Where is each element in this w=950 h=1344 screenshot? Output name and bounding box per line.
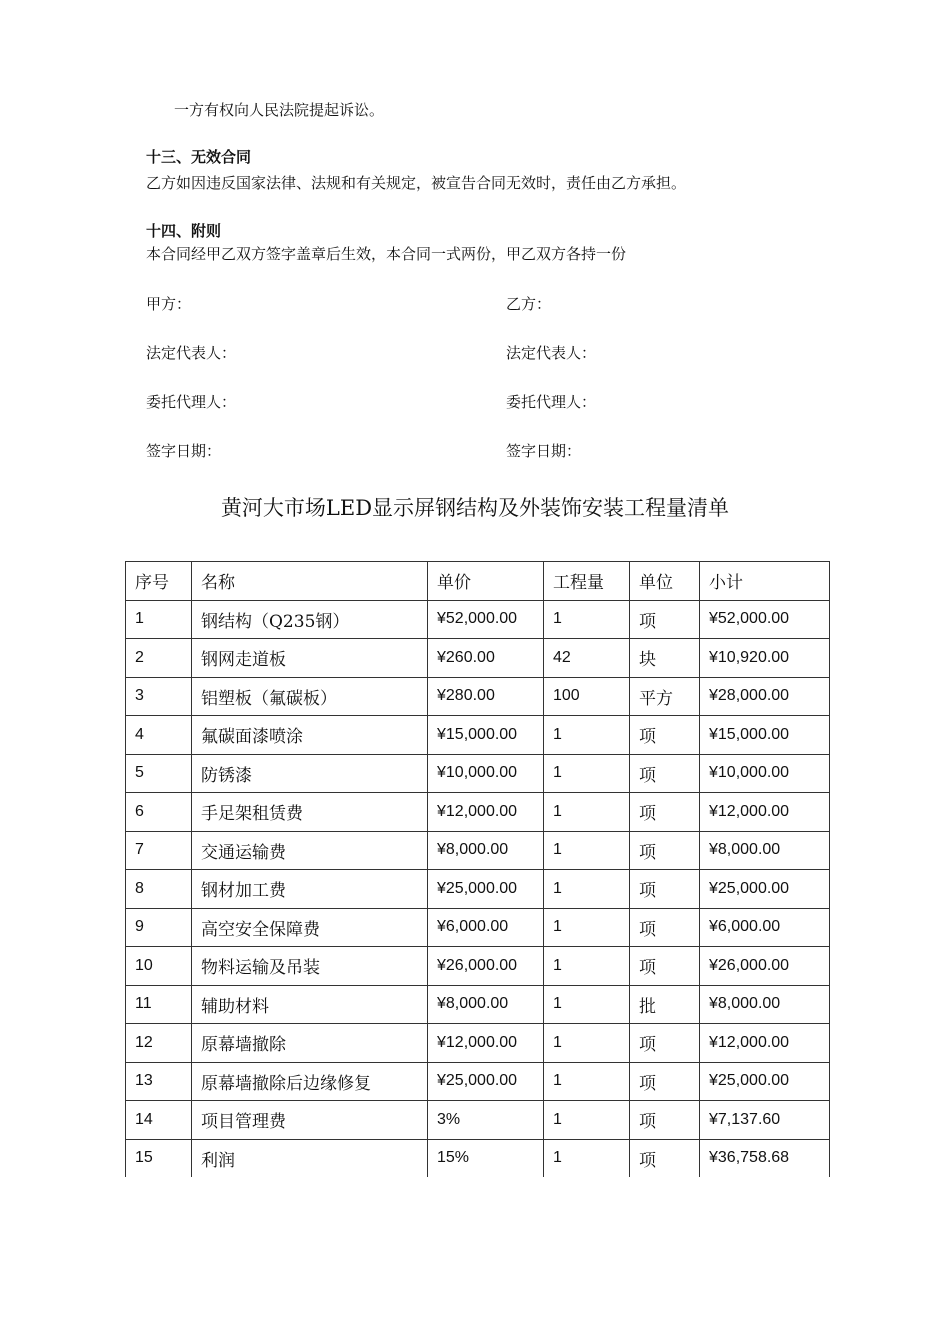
cell-index: 4: [126, 716, 192, 755]
cell-unit: 项: [630, 793, 700, 832]
section-13-text: 乙方如因违反国家法律、法规和有关规定，被宣告合同无效时，责任由乙方承担。: [146, 174, 687, 192]
cell-quantity: 1: [544, 1139, 630, 1177]
cell-quantity: 1: [544, 1101, 630, 1140]
cell-index: 12: [126, 1024, 192, 1063]
cell-quantity: 1: [544, 754, 630, 793]
cell-name: 辅助材料: [192, 985, 428, 1024]
legal-rep-b-label: 法定代表人：: [506, 344, 597, 362]
cell-name: 物料运输及吊装: [192, 947, 428, 986]
agent-a-label: 委托代理人：: [146, 393, 237, 411]
table-row: [126, 831, 830, 870]
cell-quantity: 1: [544, 793, 630, 832]
cell-unit-price: ¥260.00: [428, 639, 544, 678]
cell-unit-price: ¥6,000.00: [428, 908, 544, 947]
cell-subtotal: ¥25,000.00: [700, 1062, 830, 1101]
section-13-heading: 十三、无效合同: [146, 148, 252, 166]
cell-index: 11: [126, 985, 192, 1024]
cell-name: 交通运输费: [192, 831, 428, 870]
cell-subtotal: ¥7,137.60: [700, 1101, 830, 1140]
cell-quantity: 1: [544, 716, 630, 755]
paragraph-continuation: 一方有权向人民法院提起诉讼。: [174, 101, 385, 119]
table-row: [126, 793, 830, 832]
cell-quantity: 1: [544, 947, 630, 986]
cell-subtotal: ¥25,000.00: [700, 870, 830, 909]
cell-unit: 项: [630, 1062, 700, 1101]
cell-unit: 块: [630, 639, 700, 678]
cell-index: 9: [126, 908, 192, 947]
cell-index: 10: [126, 947, 192, 986]
cell-index: 1: [126, 600, 192, 639]
table-row: [126, 1101, 830, 1140]
cell-quantity: 42: [544, 639, 630, 678]
cell-quantity: 1: [544, 831, 630, 870]
table-row: [126, 1139, 830, 1177]
cell-name: 氟碳面漆喷涂: [192, 716, 428, 755]
cell-unit: 项: [630, 600, 700, 639]
section-14-text: 本合同经甲乙双方签字盖章后生效，本合同一式两份，甲乙双方各持一份: [146, 245, 627, 263]
cell-subtotal: ¥8,000.00: [700, 831, 830, 870]
bill-of-quantities-table: [125, 561, 830, 1177]
table-row: [126, 985, 830, 1024]
cell-quantity: 1: [544, 870, 630, 909]
header-name: 名称: [192, 562, 428, 601]
agent-b-label: 委托代理人：: [506, 393, 597, 411]
cell-subtotal: ¥10,000.00: [700, 754, 830, 793]
cell-name: 钢材加工费: [192, 870, 428, 909]
cell-index: 13: [126, 1062, 192, 1101]
cell-unit: 平方: [630, 677, 700, 716]
header-unit: 单位: [630, 562, 700, 601]
cell-quantity: 1: [544, 1024, 630, 1063]
table-row: [126, 600, 830, 639]
cell-subtotal: ¥12,000.00: [700, 1024, 830, 1063]
cell-unit-price: ¥25,000.00: [428, 870, 544, 909]
cell-name: 钢网走道板: [192, 639, 428, 678]
cell-unit-price: ¥26,000.00: [428, 947, 544, 986]
cell-name: 钢结构（Q235钢）: [192, 600, 428, 639]
date-a-label: 签字日期：: [146, 442, 222, 460]
date-b-label: 签字日期：: [506, 442, 582, 460]
cell-unit-price: ¥8,000.00: [428, 831, 544, 870]
cell-subtotal: ¥8,000.00: [700, 985, 830, 1024]
cell-unit-price: ¥8,000.00: [428, 985, 544, 1024]
cell-index: 7: [126, 831, 192, 870]
cell-unit: 项: [630, 947, 700, 986]
cell-quantity: 100: [544, 677, 630, 716]
cell-name: 铝塑板（氟碳板）: [192, 677, 428, 716]
cell-unit: 批: [630, 985, 700, 1024]
header-quantity: 工程量: [544, 562, 630, 601]
cell-index: 8: [126, 870, 192, 909]
cell-name: 利润: [192, 1139, 428, 1177]
cell-unit-price: ¥12,000.00: [428, 1024, 544, 1063]
table-row: [126, 639, 830, 678]
table-header-row: [126, 562, 830, 601]
cell-quantity: 1: [544, 908, 630, 947]
table-row: [126, 754, 830, 793]
cell-unit-price: 15%: [428, 1139, 544, 1177]
cell-subtotal: ¥10,920.00: [700, 639, 830, 678]
cell-quantity: 1: [544, 1062, 630, 1101]
cell-quantity: 1: [544, 985, 630, 1024]
table-row: [126, 1062, 830, 1101]
cell-subtotal: ¥28,000.00: [700, 677, 830, 716]
cell-name: 高空安全保障费: [192, 908, 428, 947]
cell-quantity: 1: [544, 600, 630, 639]
cell-unit-price: ¥12,000.00: [428, 793, 544, 832]
party-a-label: 甲方：: [146, 295, 192, 313]
cell-unit-price: ¥15,000.00: [428, 716, 544, 755]
cell-subtotal: ¥36,758.68: [700, 1139, 830, 1177]
cell-unit: 项: [630, 870, 700, 909]
cell-subtotal: ¥6,000.00: [700, 908, 830, 947]
cell-unit: 项: [630, 754, 700, 793]
cell-name: 手足架租赁费: [192, 793, 428, 832]
cell-index: 5: [126, 754, 192, 793]
cell-name: 防锈漆: [192, 754, 428, 793]
cell-subtotal: ¥26,000.00: [700, 947, 830, 986]
cell-unit: 项: [630, 831, 700, 870]
cell-unit-price: ¥25,000.00: [428, 1062, 544, 1101]
cell-unit: 项: [630, 908, 700, 947]
cell-index: 6: [126, 793, 192, 832]
party-b-label: 乙方：: [506, 295, 552, 313]
cell-subtotal: ¥12,000.00: [700, 793, 830, 832]
cell-subtotal: ¥52,000.00: [700, 600, 830, 639]
cell-index: 2: [126, 639, 192, 678]
cell-unit-price: ¥10,000.00: [428, 754, 544, 793]
cell-unit-price: ¥52,000.00: [428, 600, 544, 639]
table-title: 黄河大市场LED显示屏钢结构及外装饰安装工程量清单: [220, 496, 730, 520]
cell-subtotal: ¥15,000.00: [700, 716, 830, 755]
table-row: [126, 947, 830, 986]
table-row: [126, 677, 830, 716]
header-subtotal: 小计: [700, 562, 830, 601]
table-row: [126, 716, 830, 755]
cell-unit-price: ¥280.00: [428, 677, 544, 716]
legal-rep-a-label: 法定代表人：: [146, 344, 237, 362]
cell-name: 原幕墙撤除: [192, 1024, 428, 1063]
cell-index: 15: [126, 1139, 192, 1177]
cell-unit: 项: [630, 1101, 700, 1140]
cell-unit: 项: [630, 1139, 700, 1177]
header-unit-price: 单价: [428, 562, 544, 601]
table-row: [126, 1024, 830, 1063]
cell-name: 项目管理费: [192, 1101, 428, 1140]
cell-index: 3: [126, 677, 192, 716]
header-index: 序号: [126, 562, 192, 601]
cell-index: 14: [126, 1101, 192, 1140]
cell-unit: 项: [630, 716, 700, 755]
section-14-heading: 十四、附则: [146, 222, 222, 240]
cell-unit-price: 3%: [428, 1101, 544, 1140]
cell-unit: 项: [630, 1024, 700, 1063]
table-row: [126, 908, 830, 947]
cell-name: 原幕墙撤除后边缘修复: [192, 1062, 428, 1101]
table-row: [126, 870, 830, 909]
